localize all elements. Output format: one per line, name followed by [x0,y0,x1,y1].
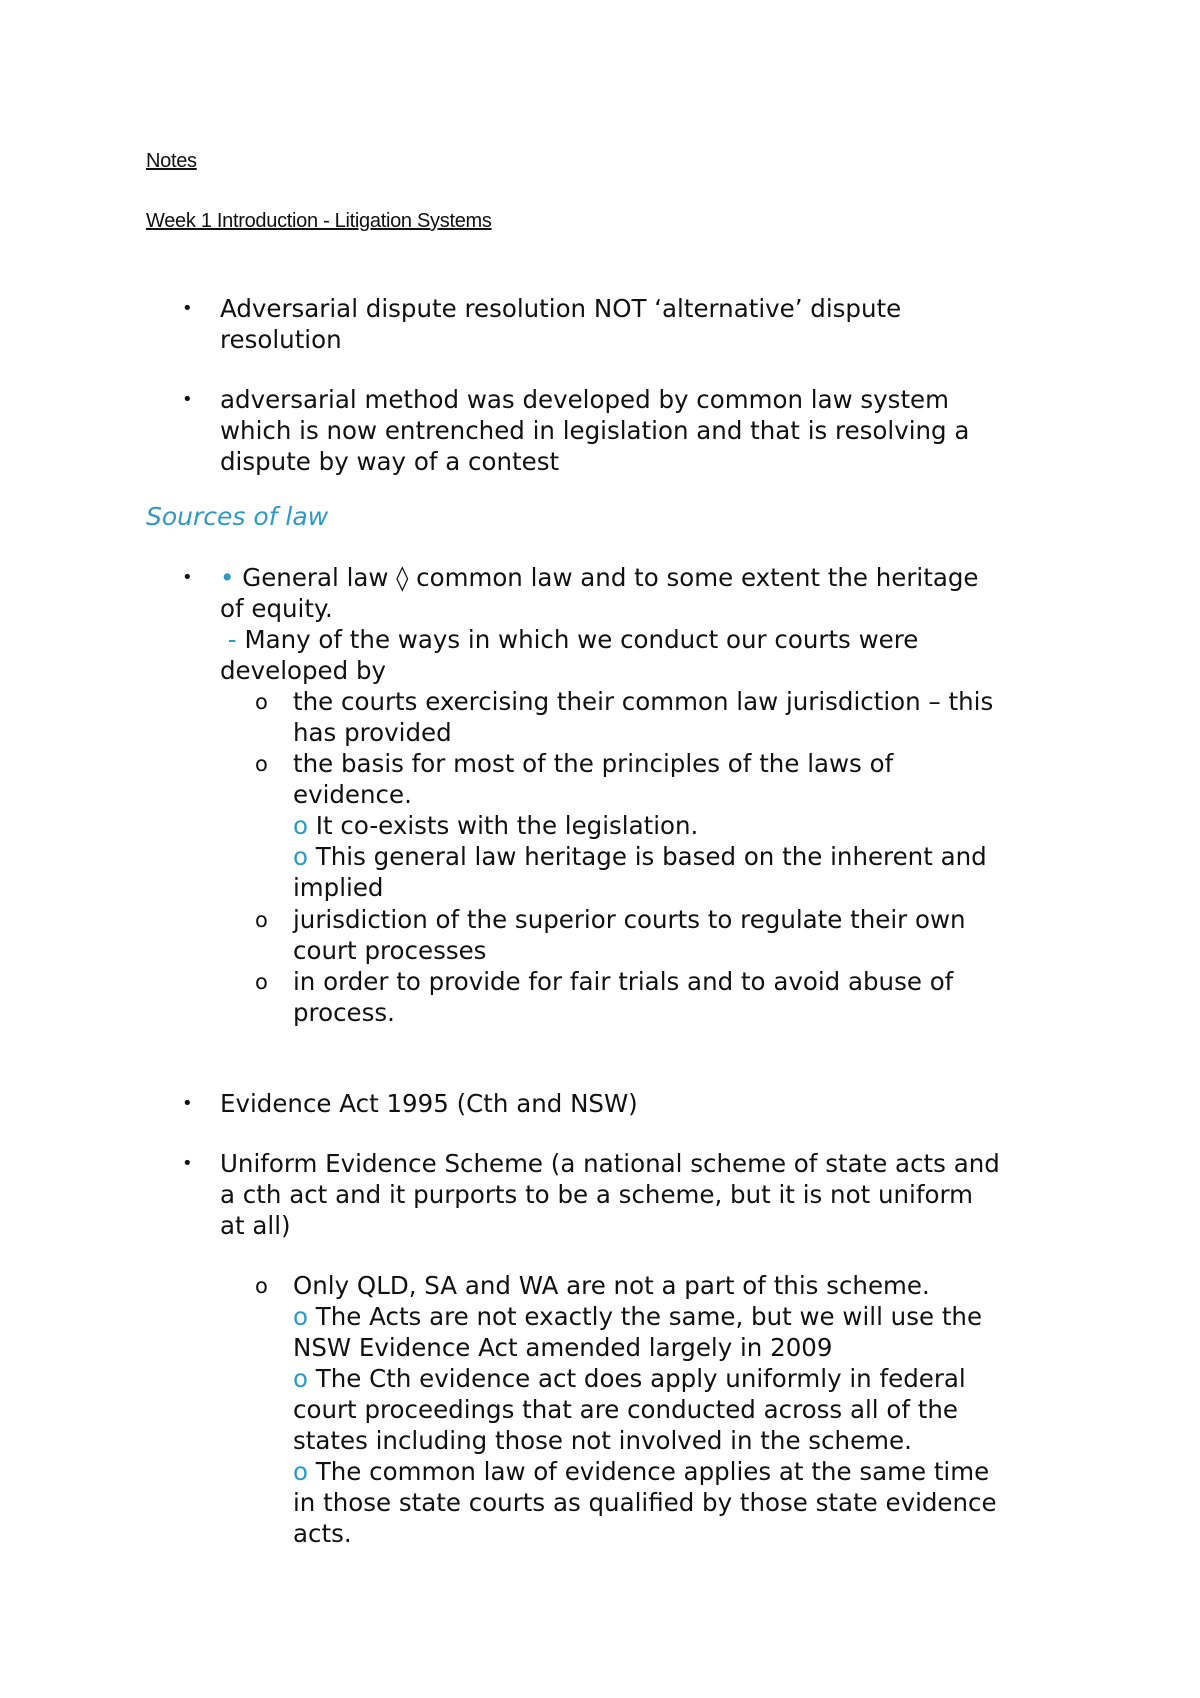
notes-heading: Notes [146,150,197,172]
circle-bullet-icon: o [293,1302,308,1331]
list-item-line: Many of the ways in which we conduct our courts were [244,625,919,654]
sub-list-item-line: Only QLD, SA and WA are not a part of this scheme. [293,1271,930,1300]
circle-bullet-icon: o [293,842,308,871]
sub-list-item-line: The Acts are not exactly the same, but we will use the [315,1302,983,1331]
bullet-icon: • [182,567,193,588]
circle-bullet-icon: o [293,1364,308,1393]
sub-list-item-line: jurisdiction of the superior courts to regulate their own [293,905,966,934]
list-item-line: developed by [220,656,387,685]
bullet-icon: • [182,298,193,319]
sub-list-item-line: has provided [293,718,452,747]
list-item-line: adversarial method was developed by common law system [220,385,949,414]
sub-list-item-line: acts. [293,1519,352,1548]
section-title-sources-of-law: Sources of law [146,502,329,531]
circle-bullet-icon: o [293,811,308,840]
list-item-line: resolution [220,325,342,354]
circle-bullet-icon: o [255,752,268,776]
circle-bullet-icon: o [255,970,268,994]
sub-list-item-line: court proceedings that are conducted across all of the [293,1395,958,1424]
list-item-line: which is now entrenched in legislation and that is resolving a [220,416,970,445]
sub-list-item-scheme [255,1270,997,1549]
list-item-line: of equity. [220,594,333,623]
circle-bullet-icon: o [255,908,268,932]
week-heading: Week 1 Introduction - Litigation Systems [146,210,492,232]
sub-list-item [255,904,966,966]
list-item-line: Adversarial dispute resolution NOT ‘alternative’ dispute [220,294,902,323]
sub-list-item-line: the basis for most of the principles of the laws of [293,749,894,778]
bullet-icon: • [182,1153,193,1174]
list-item-evidence-act [182,1088,638,1119]
sub-list-item [255,686,994,748]
list-item-line: a cth act and it purports to be a scheme, but it is not uniform [220,1180,973,1209]
sub-list-item-line: the courts exercising their common law jurisdiction – this [293,687,994,716]
bullet-icon: • [182,389,193,410]
sub-list-item-line: process. [293,998,395,1027]
sub-list-item-line: implied [293,873,384,902]
dash-marker: - [227,625,237,654]
sub-list-item-line: in those state courts as qualified by those state evidence [293,1488,997,1517]
sub-list-item-line: NSW Evidence Act amended largely in 2009 [293,1333,833,1362]
sub-list-item [255,966,954,1028]
list-item-line: Evidence Act 1995 (Cth and NSW) [220,1089,638,1118]
sub-list-item-line: court processes [293,936,487,965]
list-item [182,384,970,477]
circle-bullet-icon: o [255,690,268,714]
list-item [182,293,902,355]
sub-list-item-line: states including those not involved in the scheme. [293,1426,912,1455]
list-item-line: at all) [220,1211,291,1240]
sub-list-item [255,748,987,903]
list-item-line: dispute by way of a contest [220,447,560,476]
circle-bullet-icon: o [293,1457,308,1486]
list-item-general-law [182,562,979,686]
sub-list-item-line: The Cth evidence act does apply uniformly in federal [315,1364,966,1393]
sub-list-item-line: in order to provide for fair trials and to avoid abuse of [293,967,954,996]
inline-bullet-icon: • [220,563,235,592]
circle-bullet-icon: o [255,1274,268,1298]
sub-list-item-line: The common law of evidence applies at the same time [315,1457,990,1486]
sub-list-item-line: It co-exists with the legislation. [315,811,699,840]
list-item-line: General law ◊ common law and to some extent the heritage [242,563,979,592]
list-item-uniform-scheme [182,1148,1000,1241]
bullet-icon: • [182,1093,193,1114]
sub-list-item-line: evidence. [293,780,412,809]
list-item-line: Uniform Evidence Scheme (a national scheme of state acts and [220,1149,1000,1178]
sub-list-item-line: This general law heritage is based on the inherent and [315,842,987,871]
